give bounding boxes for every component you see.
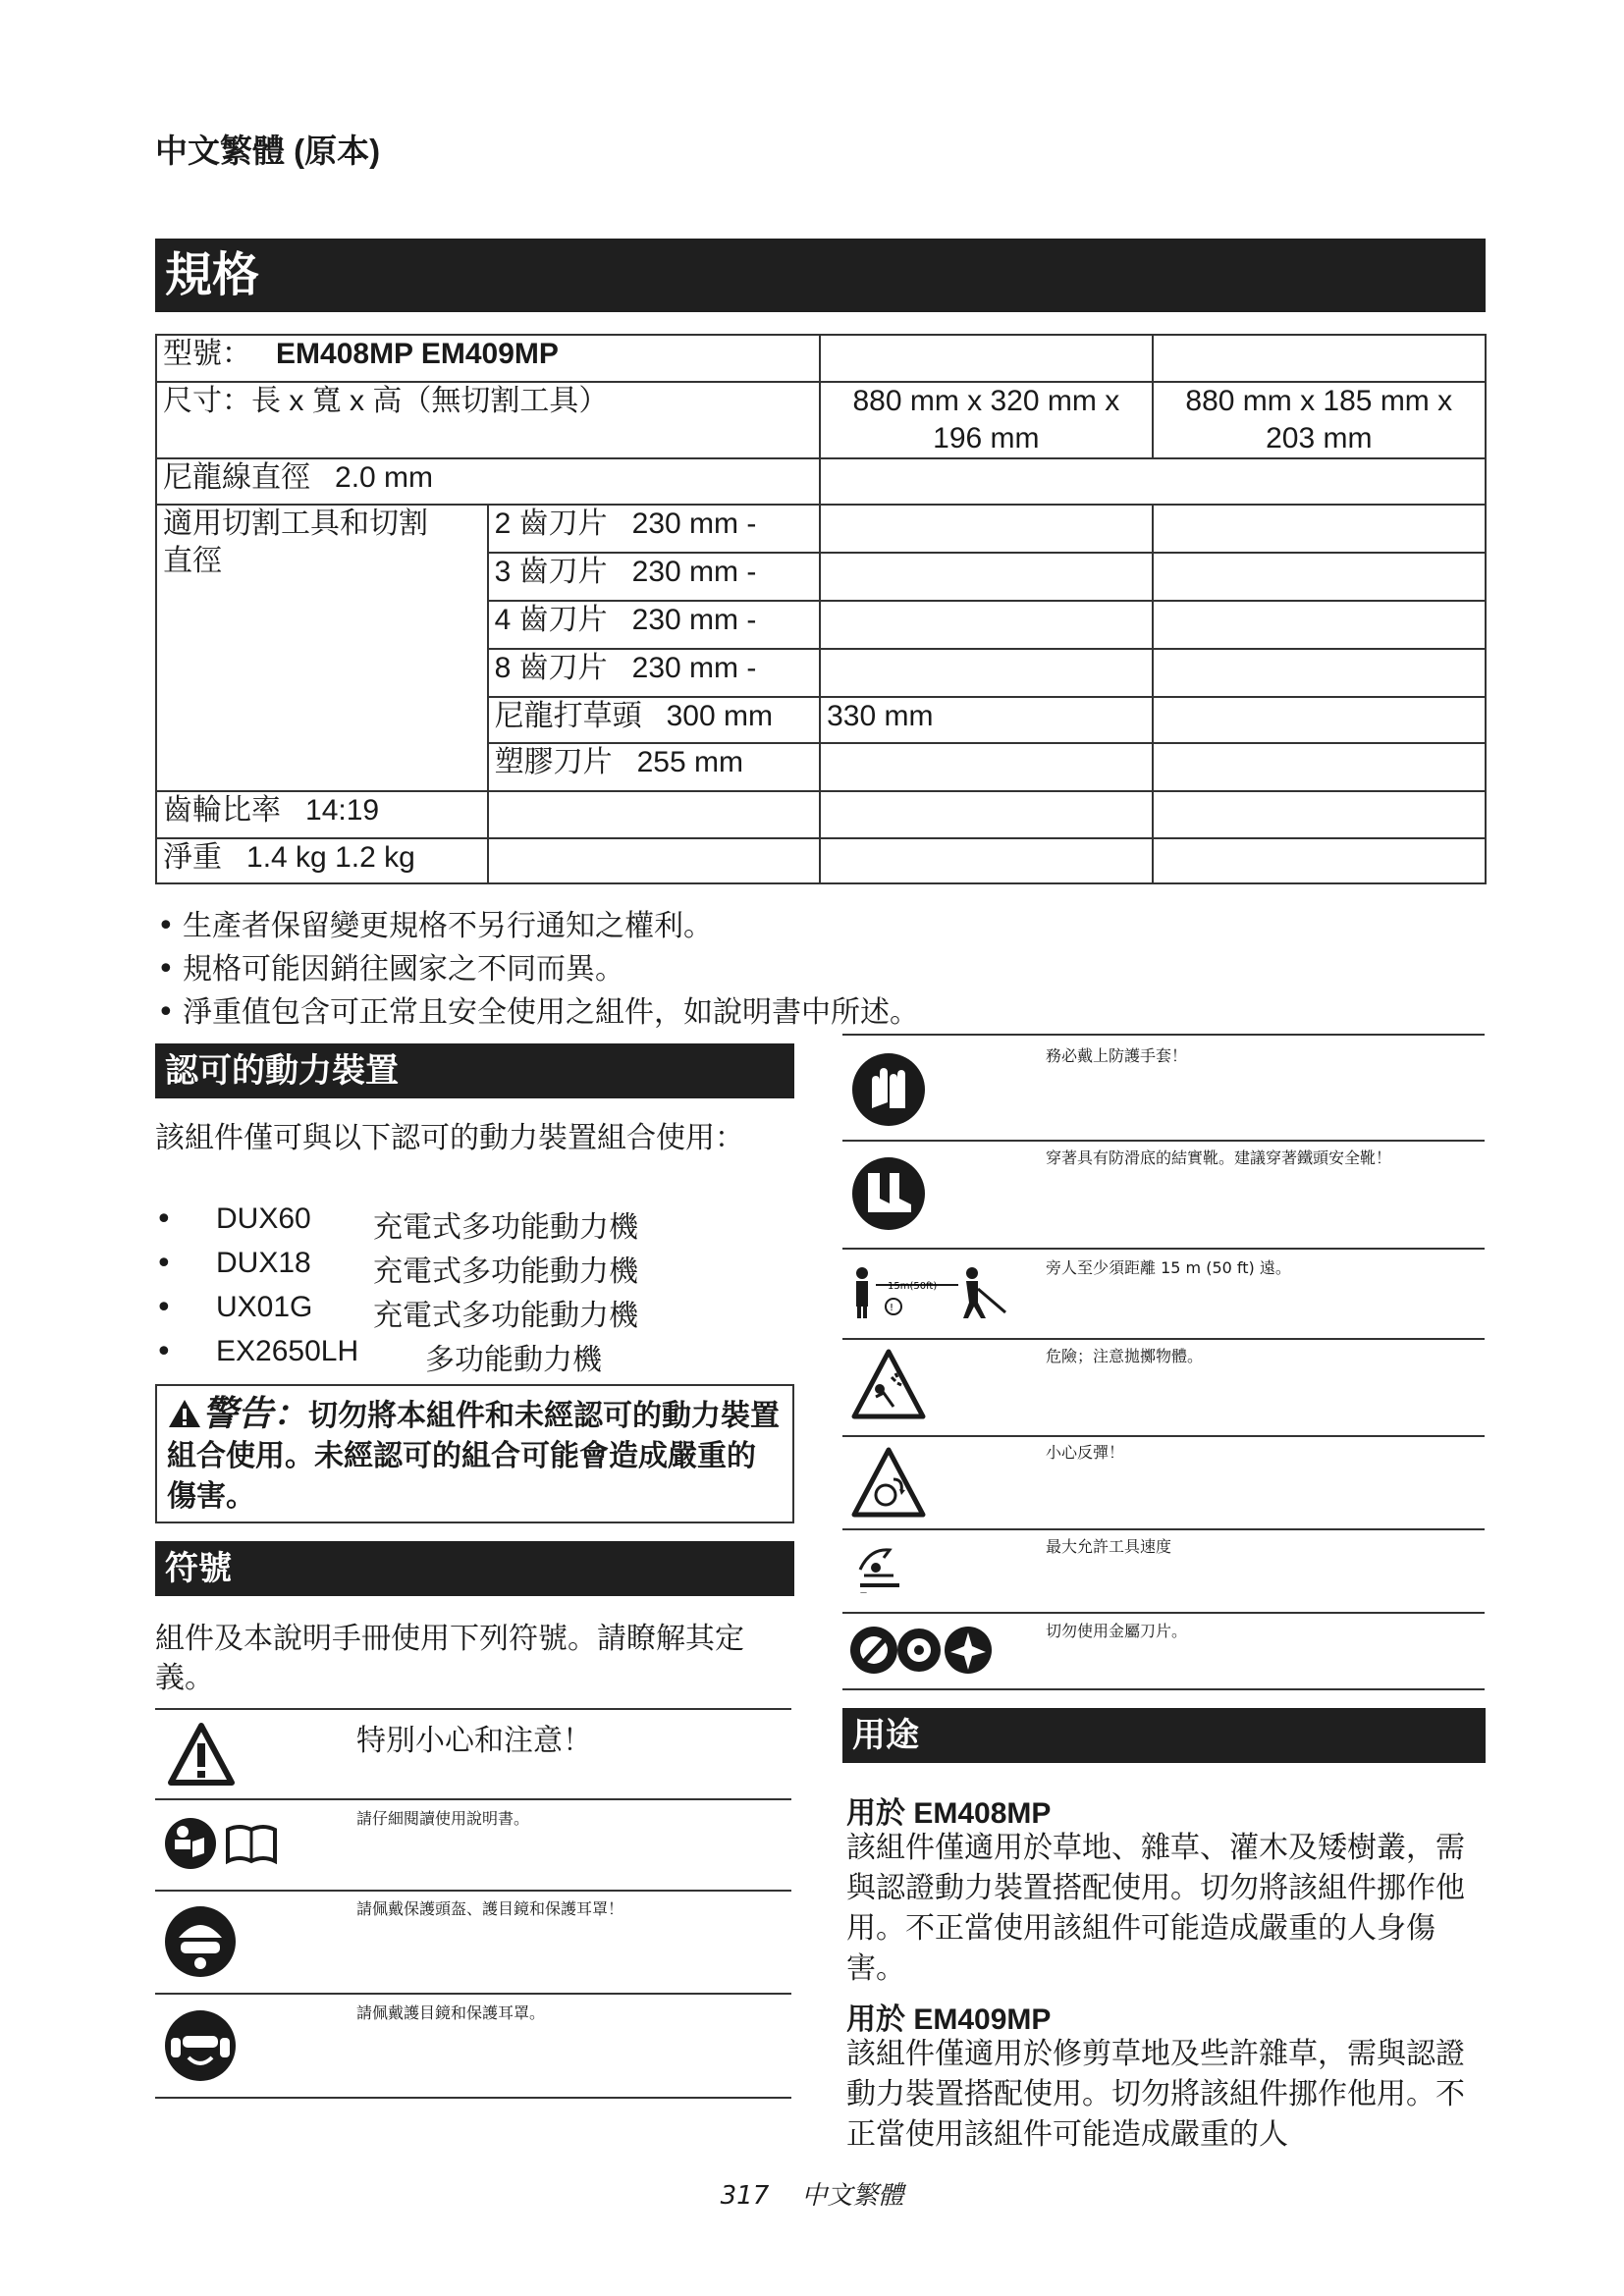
cutting-tool: 3 齒刀片	[494, 556, 608, 588]
helmet-goggles-earmuffs-icon	[163, 1904, 238, 1979]
warning-text: 切勿將本組件和未經認可的動力裝置組合使用。未經認可的組合可能會造成嚴重的傷害。	[167, 1399, 781, 1514]
page-footer	[0, 2175, 1624, 2212]
cutting-value: 300 mm	[666, 700, 773, 732]
list-item: • 淨重值包含可正常且安全使用之組件，如說明書中所述。	[155, 991, 919, 1035]
read-manual-icon	[163, 1816, 218, 1871]
approved-units-list	[155, 1202, 793, 1379]
symbols-left-table	[155, 1708, 791, 2101]
symbol-text: 危險；注意拋擲物體。	[1046, 1347, 1204, 1365]
symbol-text: 旁人至少須距離 15 m (50 ft) 遠。	[1046, 1258, 1291, 1277]
warning-box	[155, 1384, 794, 1523]
cutting-tool: 2 齒刀片	[494, 507, 608, 540]
distance-icon-label: 15m(50ft)	[888, 1281, 938, 1292]
table-row	[156, 382, 1486, 458]
cutting-extra-value: 330 mm	[820, 697, 1152, 743]
cutting-tool: 尼龍打草頭	[494, 700, 642, 732]
thrown-objects-icon	[850, 1348, 927, 1420]
cutting-value: 230 mm -	[631, 556, 757, 588]
warning-triangle-icon	[167, 1398, 202, 1429]
usage-em408-text: 該組件僅適用於草地、雜草、灌木及矮樹叢，需與認證動力裝置搭配使用。切勿將該組件挪作他用。不正當使用該組件可能造成嚴重的人身傷害。	[846, 1831, 1465, 1986]
weight-value: 1.4 kg 1.2 kg	[246, 841, 415, 874]
table-row	[156, 838, 1486, 883]
cutting-value: 230 mm -	[631, 604, 757, 636]
cutting-tool: 4 齒刀片	[494, 604, 608, 636]
boots-icon	[850, 1155, 927, 1232]
dimensions-label: 尺寸：長 x 寬 x 高（無切割工具）	[156, 382, 820, 458]
footer-language: 中文繁體	[801, 2181, 904, 2211]
symbol-text: 務必戴上防護手套！	[1046, 1046, 1188, 1065]
usage-em409-heading: 用於 EM409MP	[846, 2003, 1052, 2036]
list-item: • DUX60 充電式多功能動力機	[155, 1202, 638, 1245]
approved-units-title: 認可的動力裝置	[155, 1043, 794, 1098]
symbol-text: 請佩戴護目鏡和保護耳罩。	[356, 2003, 546, 2022]
language-heading: 中文繁體 (原本)	[155, 133, 381, 169]
page-number: 317	[720, 2181, 770, 2211]
list-item: • 規格可能因銷往國家之不同而異。	[155, 948, 919, 991]
nylon-value: 2.0 mm	[335, 461, 434, 494]
book-icon	[224, 1824, 279, 1865]
warning-triangle-icon	[167, 1722, 236, 1787]
list-item: • 生產者保留變更規格不另行通知之權利。	[155, 905, 919, 948]
dimensions-em409: 880 mm x 185 mm x 203 mm	[1153, 382, 1486, 458]
symbol-text: 小心反彈！	[1046, 1443, 1125, 1462]
svg-text:—: —	[860, 1588, 867, 1595]
usage-em408-heading: 用於 EM408MP	[846, 1797, 1052, 1830]
svg-text:!: !	[890, 1303, 894, 1313]
gear-value: 14:19	[305, 794, 380, 827]
symbols-intro: 組件及本說明手冊使用下列符號。請瞭解其定義。	[155, 1622, 744, 1695]
kickback-icon	[850, 1446, 927, 1519]
goggles-earmuffs-icon	[163, 2008, 238, 2083]
specifications-title: 規格	[155, 239, 1486, 312]
list-item: • EX2650LH 多功能動力機	[155, 1335, 602, 1377]
symbols-title: 符號	[155, 1541, 794, 1596]
spec-notes	[155, 905, 919, 1035]
max-speed-icon	[854, 1540, 909, 1595]
cutting-value: 255 mm	[636, 746, 743, 778]
table-row	[156, 791, 1486, 838]
cutting-tool: 塑膠刀片	[494, 746, 613, 778]
usage-em409-text: 該組件僅適用於修剪草地及些許雜草，需與認證動力裝置搭配使用。切勿將該組件挪作他用。不正當使用該組件可能造成嚴重的人	[846, 2037, 1465, 2152]
no-metal-blade-icon	[848, 1623, 996, 1678]
symbol-text: 切勿使用金屬刀片。	[1046, 1622, 1188, 1640]
cutting-value: 230 mm -	[631, 652, 757, 684]
nylon-label: 尼龍線直徑	[163, 461, 310, 494]
table-row	[156, 505, 1486, 553]
gloves-icon	[850, 1051, 927, 1128]
cutting-value: 230 mm -	[631, 507, 757, 540]
symbols-right-table	[842, 1034, 1485, 1686]
table-row	[156, 335, 1486, 382]
gear-label: 齒輪比率	[163, 794, 281, 827]
symbol-text: 請仔細閱讀使用說明書。	[356, 1809, 530, 1828]
cutting-tool: 8 齒刀片	[494, 652, 608, 684]
symbol-text: 特別小心和注意！	[356, 1724, 592, 1758]
symbol-text: 最大允許工具速度	[1046, 1537, 1172, 1556]
list-item: • DUX18 充電式多功能動力機	[155, 1247, 638, 1289]
distance-icon	[848, 1263, 1015, 1322]
symbol-text: 穿著具有防滑底的結實靴。建議穿著鐵頭安全靴！	[1046, 1148, 1392, 1167]
model-label: 型號：	[163, 338, 251, 370]
cutting-label: 適用切割工具和切割直徑	[156, 505, 488, 791]
usage-title: 用途	[842, 1708, 1486, 1763]
model-values: EM408MP EM409MP	[276, 338, 559, 370]
list-item: • UX01G 充電式多功能動力機	[155, 1291, 638, 1333]
weight-label: 淨重	[163, 841, 222, 874]
warning-word: 警告：	[202, 1394, 309, 1434]
table-row	[156, 458, 1486, 505]
dimensions-em408: 880 mm x 320 mm x 196 mm	[820, 382, 1152, 458]
specifications-table	[155, 334, 1487, 884]
approved-units-intro: 該組件僅可與以下認可的動力裝置組合使用：	[155, 1121, 744, 1155]
symbol-text: 請佩戴保護頭盔、護目鏡和保護耳罩！	[356, 1899, 624, 1918]
